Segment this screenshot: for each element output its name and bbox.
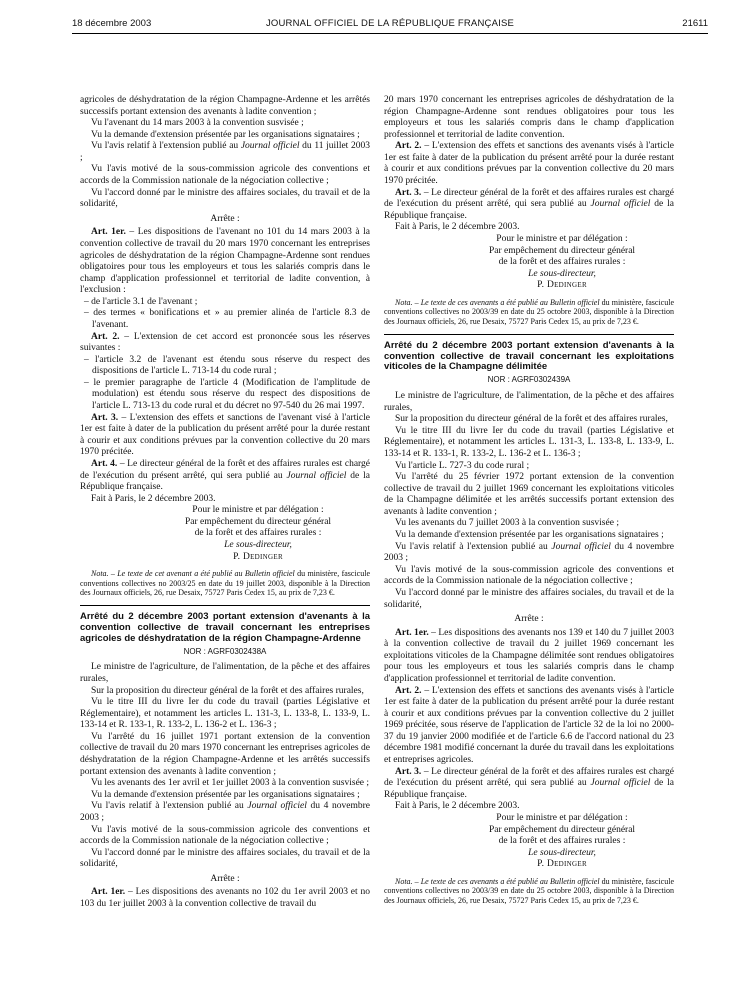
list	[80, 355, 370, 413]
nor-reference: NOR : AGRF0302438A	[183, 646, 267, 656]
nota: Nota. – Le texte de ces avenants a été publié au Bulletin officiel du ministère, fascicule conventions collectives no 2003/39 en date du 25 octobre 2003, disponible à la Direction des Journaux officiels, 26, rue Desaix, 75727 Paris Cedex 15, au prix de 7,23 €.	[384, 297, 675, 327]
article: Art. 2. – L'extension des effets et sanctions des avenants visés à l'article 1er est faite à dater de la publication du présent arrêté pour la durée restant à courir et aux conditions prévues par la convention collective du 2 juillet 1969 précitée, sous réserve de l'application de l'article 32 de la loi no 2000-37 du 19 janvier 2000 modifiée et de l'article 6.6 de l'accord national du 23 décembre 1981 modifié concernant la durée du travail dans les exploitations et entreprises agricoles.	[384, 685, 674, 766]
list-item: – le premier paragraphe de l'article 4 (Modification de l'amplitude de modulation) est étendu sous réserve du respect des dispositions de l'article L. 713-13 du code rural et du décret no 97-540 du 26 mai 1997.	[84, 377, 370, 412]
list-item: – l'article 3.2 de l'avenant est étendu sous réserve du respect des dispositions de l'article L. 713-14 du code rural ;	[84, 354, 370, 377]
section-separator	[80, 605, 370, 606]
visa: Vu le titre III du livre Ier du code du travail (parties Législative et Réglementaire), et notamment les articles L. 131-3, L. 133-8, L. 133-9, L. 133-14 et R. 133-1, R. 133-2, L. 136-2 et L. 136-3 ;	[384, 425, 674, 460]
article: Art. 3. – L'extension des effets et sanctions de l'avenant visé à l'article 1er est faite à dater de la publication du présent arrêté pour la durée restant à courir et aux conditions prévues par la convention collective du 20 mars 1970 précitée.	[80, 412, 370, 458]
visa: Vu l'avis motivé de la sous-commission agricole des conventions et accords de la Commission nationale de la négociation collective ;	[80, 824, 370, 847]
article: Art. 1er. – Les dispositions de l'avenant no 101 du 14 mars 2003 à la convention collective de travail du 20 mars 1970 concernant les entreprises agricoles de déshydratation de la région Champagne-Ardenne sont rendues obligatoires pour tous les employeurs et tous les salariés compris dans le champ d'application professionnel et territorial de ladite convention, à l'exclusion :	[80, 227, 370, 296]
nota: Nota. – Le texte de cet avenant a été publié au Bulletin officiel du ministère, fascicule conventions collectives no 2003/25 en date du 19 juillet 2003, disponible à la Direction des Journaux officiels, 26, rue Desaix, 75727 Paris Cedex 15, au prix de 7,23 €.	[80, 569, 370, 598]
visa: Vu l'accord donné par le ministre des affaires sociales, du travail et de la solidarité,	[80, 187, 370, 210]
article: Art. 2. – L'extension des effets et sanctions des avenants visés à l'article 1er est faite à dater de la publication du présent arrêté pour la durée restant à courir et aux conditions prévues par la convention collective du 20 mars 1970 précitée.	[384, 141, 674, 187]
visa: Vu l'accord donné par le ministre des affaires sociales, du travail et de la solidarité,	[384, 587, 674, 610]
fait-a-paris: Fait à Paris, le 2 décembre 2003.	[395, 801, 520, 812]
arrete-heading: Arrête :	[210, 213, 240, 224]
arrete-heading: Arrête :	[210, 873, 240, 884]
visa: Vu l'avenant du 14 mars 2003 à la convention susvisée ;	[91, 118, 304, 129]
left-column	[80, 95, 370, 911]
right-column	[384, 95, 674, 906]
visa: Vu la demande d'extension présentée par les organisations signataires ;	[91, 129, 360, 140]
signature-block: Pour le ministre et par délégation : Par empêchement du directeur général de la forêt et des affaires rurales : Le sous-directeur, P. Dedinger	[488, 233, 636, 291]
nor-reference: NOR : AGRF0302439A	[487, 375, 571, 385]
article: Art. 3. – Le directeur général de la forêt et des affaires rurales est chargé de l'exécution du présent arrêté, qui sera publié au Journal officiel de la République française.	[384, 187, 674, 221]
section-separator	[384, 334, 674, 335]
article: Art. 4. – Le directeur général de la forêt et des affaires rurales est chargé de l'exécution du présent arrêté, qui sera publié au Journal officiel de la République française.	[80, 458, 370, 493]
visa: Vu l'avis relatif à l'extension publié au Journal officiel du 4 novembre 2003 ;	[80, 801, 370, 823]
page-header	[72, 18, 708, 34]
header-page-number: 21611	[682, 18, 708, 29]
visa: Vu l'avis motivé de la sous-commission agricole des conventions et accords de la Commission nationale de la négociation collective ;	[80, 164, 370, 187]
visa: Vu la demande d'extension présentée par les organisations signataires ;	[395, 530, 664, 541]
nota: Nota. – Le texte de ces avenants a été publié au Bulletin officiel du ministère, fascicule conventions collectives no 2003/39 en date du 25 octobre 2003, disponible à la Direction des Journaux officiels, 26, rue Desaix, 75727 Paris Cedex 15, au prix de 7,23 €.	[384, 876, 675, 906]
list-item: – des termes « bonifications et » au premier alinéa de l'article 8.3 de l'avenant.	[84, 308, 370, 330]
visa: Sur la proposition du directeur général de la forêt et des affaires rurales,	[91, 685, 364, 696]
visa: Le ministre de l'agriculture, de l'alimentation, de la pêche et des affaires rurales,	[80, 662, 370, 684]
visa: Vu l'avis relatif à l'extension publié au Journal officiel du 4 novembre 2003 ;	[384, 541, 674, 564]
visa: Sur la proposition du directeur général de la forêt et des affaires rurales,	[395, 414, 668, 425]
visa: Vu l'article L. 727-3 du code rural ;	[395, 460, 530, 471]
visa: Vu l'arrêté du 25 février 1972 portant extension de la convention collective de travail du 2 juillet 1969 concernant les exploitations viticoles de la Champagne délimitée et les arrêtés successifs portant extension des avenants à ladite convention ;	[384, 472, 674, 517]
visa: Vu les avenants du 7 juillet 2003 à la convention susvisée ;	[395, 518, 619, 529]
visa: Le ministre de l'agriculture, de l'alimentation, de la pêche et des affaires rurales,	[384, 391, 674, 413]
header-journal-title: JOURNAL OFFICIEL DE LA RÉPUBLIQUE FRANÇAISE	[265, 18, 515, 29]
paragraph: agricoles de déshydratation de la région Champagne-Ardenne et les arrêtés successifs portant extension des avenants à ladite convention ;	[80, 95, 370, 117]
visa: Vu l'accord donné par le ministre des affaires sociales, du travail et de la solidarité,	[80, 847, 370, 870]
list	[80, 297, 370, 332]
decree-title: Arrêté du 2 décembre 2003 portant extension d'avenants à la convention collective de travail concernant les entreprises agricoles de déshydratation de la région Champagne-Ardenne	[80, 610, 370, 644]
visa: Vu la demande d'extension présentée par les organisations signataires ;	[91, 789, 360, 800]
signature-block: Pour le ministre et par délégation : Par empêchement du directeur général de la forêt et des affaires rurales : Le sous-directeur, P. Dedinger	[488, 812, 636, 870]
list-item: – de l'article 3.1 de l'avenant ;	[84, 296, 198, 307]
paragraph: 20 mars 1970 concernant les entreprises agricoles de déshydratation de la région Champagne-Ardenne sont rendues obligatoires pour tous les employeurs et tous les salariés compris dans le champ d'application professionnel et territorial de ladite convention.	[384, 95, 674, 140]
visa: Vu les avenants des 1er avril et 1er juillet 2003 à la convention susvisée ;	[91, 778, 370, 789]
signature-block: Pour le ministre et par délégation : Par empêchement du directeur général de la forêt et des affaires rurales : Le sous-directeur, P. Dedinger	[184, 505, 332, 562]
decree-title: Arrêté du 2 décembre 2003 portant extension d'avenants à la convention collective de travail concernant les exploitations viticoles de la Champagne délimitée	[384, 339, 674, 373]
header-rule	[72, 33, 708, 34]
arrete-heading: Arrête :	[514, 614, 544, 625]
visa: Vu l'avis motivé de la sous-commission agricole des conventions et accords de la Commission nationale de la négociation collective ;	[384, 564, 674, 587]
header-date: 18 décembre 2003	[72, 18, 152, 29]
article: Art. 3. – Le directeur général de la forêt et des affaires rurales est chargé de l'exécution du présent arrêté, qui sera publié au Journal officiel de la République française.	[384, 766, 674, 800]
fait-a-paris: Fait à Paris, le 2 décembre 2003.	[91, 493, 216, 504]
fait-a-paris: Fait à Paris, le 2 décembre 2003.	[395, 222, 520, 233]
visa: Vu l'arrêté du 16 juillet 1971 portant extension de la convention collective de travail du 20 mars 1970 concernant les entreprises agricoles de déshydratation de la région Champagne-Ardenne et les arrêtés successifs portant extension des avenants à ladite convention ;	[80, 731, 370, 777]
article: Art. 1er. – Les dispositions des avenants nos 139 et 140 du 7 juillet 2003 à la convention collective de travail du 2 juillet 1969 concernant les exploitations viticoles de la Champagne délimitée sont rendues obligatoires pour tous les employeurs et tous les salariés compris dans le champ d'application professionnel et territorial de ladite convention.	[384, 627, 674, 684]
article: Art. 1er. – Les dispositions des avenants no 102 du 1er avril 2003 et no 103 du 1er juillet 2003 à la convention collective de travail du	[80, 887, 370, 909]
visa: Vu le titre III du livre Ier du code du travail (parties Législative et Réglementaire), et notamment les articles L. 131-3, L. 133-8, L. 133-9, L. 133-14 et R. 133-1, R. 133-2, L. 136-2 et L. 136-3 ;	[80, 697, 370, 731]
visa: Vu l'avis relatif à l'extension publié au Journal officiel du 11 juillet 2003 ;	[80, 141, 371, 163]
article: Art. 2. – L'extension de cet accord est prononcée sous les réserves suivantes :	[80, 331, 370, 354]
